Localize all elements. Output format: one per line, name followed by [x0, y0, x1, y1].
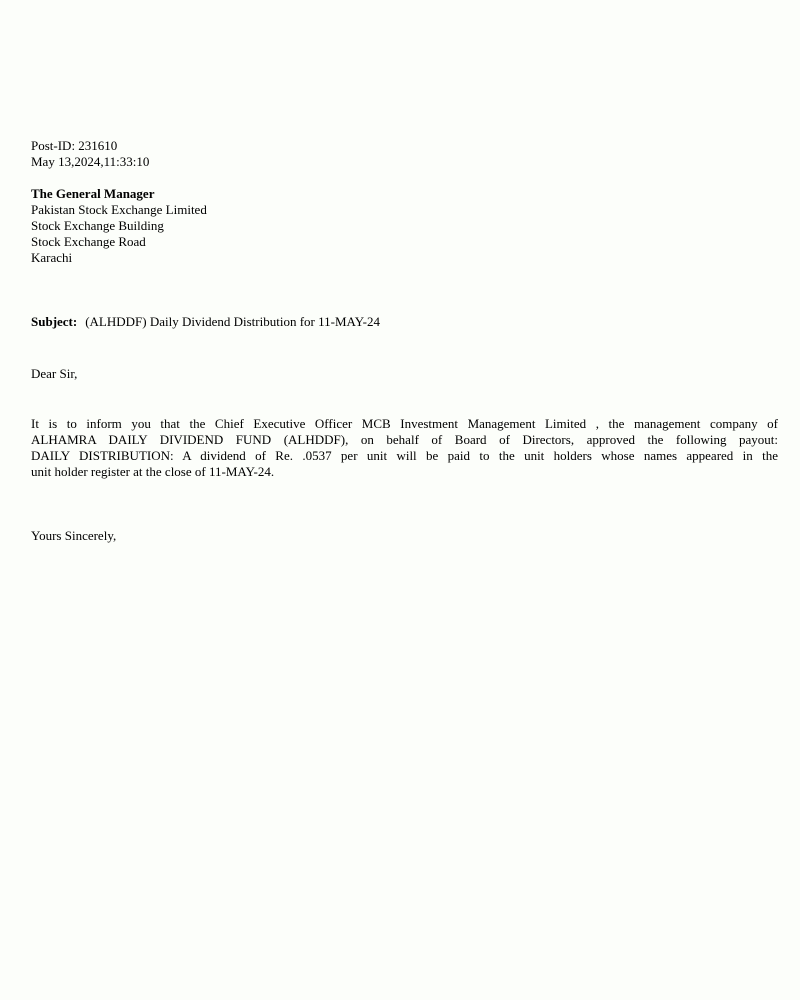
- recipient-title: The General Manager: [31, 186, 155, 201]
- body-line-1: It is to inform you that the Chief Executive Officer MCB Investment Management Limited , the management company of: [31, 416, 778, 431]
- recipient-address-line-1: Pakistan Stock Exchange Limited: [31, 202, 207, 217]
- body-line-4: unit holder register at the close of 11-MAY-24.: [31, 464, 275, 479]
- recipient-block: [31, 186, 778, 266]
- recipient-address-line-2: Stock Exchange Building: [31, 218, 164, 233]
- body-line-3: DAILY DISTRIBUTION: A dividend of Re. .0537 per unit will be paid to the unit holders whose names appeared in the: [31, 448, 778, 463]
- body-paragraph: [31, 416, 778, 480]
- body-line-2: ALHAMRA DAILY DIVIDEND FUND (ALHDDF), on behalf of Board of Directors, approved the following payout:: [31, 432, 778, 447]
- meta-block: [31, 138, 778, 170]
- subject-label: Subject:: [31, 314, 78, 329]
- post-id-line: Post-ID: 231610: [31, 138, 118, 153]
- subject-line: [31, 314, 778, 330]
- recipient-address-line-3: Stock Exchange Road: [31, 234, 146, 249]
- closing: Yours Sincerely,: [31, 528, 117, 543]
- date-time-line: May 13,2024,11:33:10: [31, 154, 150, 169]
- subject-text: (ALHDDF) Daily Dividend Distribution for 11-MAY-24: [85, 314, 380, 329]
- salutation: Dear Sir,: [31, 366, 78, 381]
- recipient-address-line-4: Karachi: [31, 250, 73, 265]
